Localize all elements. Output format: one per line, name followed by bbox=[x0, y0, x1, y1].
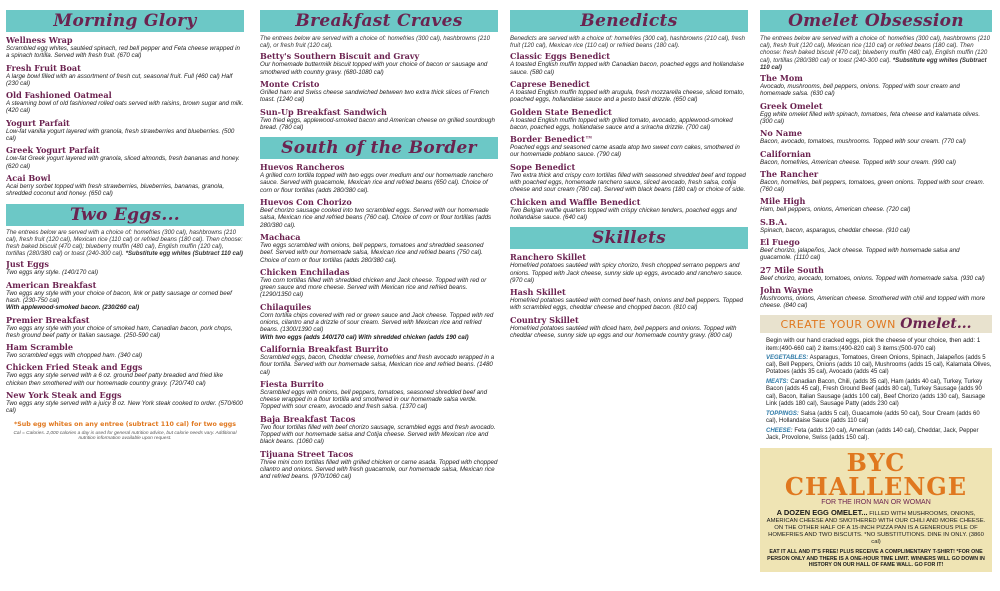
menu-item bbox=[510, 197, 748, 222]
intro-note: *Substitute egg whites (Subtract 110 cal) bbox=[125, 250, 243, 258]
item-desc: Scrambled eggs, bacon, Cheddar cheese, homefries and fresh avocado wrapped in a flour tortilla. Served with our homemade salsa, Mexican rice and refried beans. (1480 cal) bbox=[260, 353, 495, 376]
item-desc: Homefried potatoes sautéed with spicy chorizo, fresh chopped serrano peppers and onions. Topped with Jack cheese, sunny side up eggs, avocado and ranchero sauce. (970 cal) bbox=[510, 262, 743, 284]
group-label: VEGETABLES: bbox=[766, 355, 809, 362]
group-label: TOPPINGS: bbox=[766, 410, 799, 417]
menu-item bbox=[6, 90, 244, 115]
challenge-subtitle: FOR THE IRON MAN OR WOMAN bbox=[821, 499, 931, 507]
item-desc: Scrambled eggs with onions, bell peppers, tomatoes, seasoned shredded beef and cheese wrapped in a flour tortilla and smothered in our homemade salsa verde. Topped with sour cream, avocado and fresh salsa. (1370 cal) bbox=[260, 388, 488, 411]
group-label: CHEESE: bbox=[766, 427, 793, 434]
intro-note: *Substitute egg whites (Subtract 110 cal) bbox=[760, 56, 987, 71]
morning-glory-list bbox=[6, 35, 244, 198]
item-name: Tijuana Street Tacos bbox=[260, 448, 354, 459]
item-name: Old Fashioned Oatmeal bbox=[6, 90, 112, 101]
south-of-border-title: South of the Border bbox=[260, 137, 498, 159]
menu-item bbox=[760, 128, 992, 145]
breakfast-craves-list bbox=[260, 51, 498, 131]
item-desc: Grilled ham and Swiss cheese sandwiched between two extra thick slices of French toast. (1240 cal) bbox=[260, 89, 490, 104]
menu-item bbox=[260, 51, 498, 76]
item-desc: Homefried potatoes sautéed with diced ham, bell peppers and onions. Topped with cheddar cheese, sunny side up eggs and our homemade country gravy. (800 cal) bbox=[510, 324, 737, 340]
item-name: California Breakfast Burrito bbox=[260, 343, 389, 354]
byc-challenge-box bbox=[760, 448, 992, 572]
item-desc: Two scrambled eggs with chopped ham. (340 cal) bbox=[6, 352, 143, 360]
item-desc: Two eggs any style with your choice of bacon, link or patty sausage or corned beef hash. (230-750 cal) bbox=[6, 289, 232, 304]
meats-group bbox=[760, 379, 992, 407]
item-name: Monte Cristo bbox=[260, 79, 320, 89]
menu-item bbox=[260, 414, 498, 446]
item-name: Huevos Rancheros bbox=[260, 162, 345, 173]
item-name: Mile High bbox=[760, 196, 806, 207]
item-name: Sun-Up Breakfast Sandwich bbox=[260, 106, 387, 117]
item-desc: Two eggs scrambled with onions, bell peppers, tomatoes and shredded seasoned beef. Served with our homemade salsa, Mexican rice and refried beans (750 cal). Choice of corn or flour tortillas (adds 280/380 cal). bbox=[260, 241, 484, 264]
group-text: Canadian Bacon, Chili, (adds 35 cal), Ham (adds 40 cal), Turkey, Turkey Bacon (adds 45 cal), Fresh Ground Beef (adds 80 cal), Turkey Sausage (adds 90 cal), Bacon, Italian Sausage (adds 100 cal), Beef Chorizo (adds 130 cal), Sausage Link (adds 180 cal), Sausage Patty (adds 230 cal) bbox=[766, 379, 986, 407]
item-desc: Two extra thick and crispy corn tortillas filled with seasoned shredded beef and topped with poached eggs, homemade ranchero sauce, sliced avocado, fresh salsa, cotija cheese and sour cream (780 cal). Served with black beans (180 cal) or choice of side. bbox=[510, 171, 746, 194]
item-desc: Bacon, homefries, American cheese. Topped with sour cream. (990 cal) bbox=[760, 158, 956, 166]
item-name: American Breakfast bbox=[6, 279, 97, 290]
item-desc: Scrambled egg whites, sautéed spinach, red bell pepper and Feta cheese wrapped in a spinach tortilla. Served with fresh fruit. (670 cal) bbox=[6, 45, 240, 60]
item-name: No Name bbox=[760, 128, 802, 139]
south-of-border-list bbox=[260, 162, 498, 480]
item-desc: Two eggs any style with your choice of smoked ham, Canadian bacon, pork chops, fresh ground beef patty or Italian sausage. (250-590 cal) bbox=[6, 324, 233, 339]
breakfast-craves-title: Breakfast Craves bbox=[260, 10, 498, 32]
omelet-obsession-title: Omelet Obsession bbox=[760, 10, 992, 32]
group-label: MEATS: bbox=[766, 379, 789, 386]
menu-item bbox=[6, 342, 244, 359]
item-name: Huevos Con Chorizo bbox=[260, 197, 352, 208]
toppings-group bbox=[760, 411, 992, 425]
column-2 bbox=[260, 0, 498, 591]
item-name: Betty's Southern Biscuit and Gravy bbox=[260, 51, 420, 62]
menu-item bbox=[6, 390, 244, 415]
item-name: The Mom bbox=[760, 73, 803, 84]
benedicts-intro: Benedicts are served with a choice of: homefries (300 cal), hashbrowns (210 cal), fresh fruit (120 cal), Mexican rice (110 cal) or refried beans (180 cal). bbox=[510, 35, 746, 50]
menu-item bbox=[510, 287, 748, 312]
item-desc: A steaming bowl of old fashioned rolled oats served with raisins, brown sugar and milk. (420 cal) bbox=[6, 100, 244, 115]
menu-item bbox=[260, 379, 498, 411]
item-desc: Two eggs any style. (140/170 cal) bbox=[6, 269, 99, 277]
item-desc: Beef chorizo, jalapeños, Jack cheese. Topped with homemade salsa and guacamole. (1110 cal) bbox=[760, 246, 960, 262]
menu-item bbox=[760, 237, 992, 262]
challenge-lead: A DOZEN EGG OMELET... bbox=[776, 508, 868, 518]
omelet-intro bbox=[760, 35, 992, 71]
menu-item bbox=[260, 302, 498, 341]
item-name: New York Steak and Eggs bbox=[6, 390, 122, 401]
item-name: Machaca bbox=[260, 231, 301, 242]
menu-item bbox=[510, 134, 748, 159]
skillets-list bbox=[510, 252, 748, 339]
menu-item bbox=[760, 285, 992, 310]
item-name: 27 Mile South bbox=[760, 264, 824, 275]
menu-item bbox=[6, 362, 244, 387]
item-name: Just Eggs bbox=[6, 259, 49, 270]
item-name: Chicken Fried Steak and Eggs bbox=[6, 362, 143, 373]
item-name: The Rancher bbox=[760, 168, 819, 179]
menu-item bbox=[6, 173, 244, 198]
item-desc: Beef chorizo sausage cooked into two scrambled eggs. Served with our homemade salsa, Mexican rice and refried beans (760 cal). Choice of corn or flour tortillas (adds 280/380 cal). bbox=[260, 207, 492, 229]
item-extra: With two eggs (adds 140/170 cal) With shredded chicken (adds 190 cal) bbox=[260, 333, 469, 341]
menu-item bbox=[760, 217, 992, 234]
item-name: John Wayne bbox=[760, 284, 814, 295]
menu-item bbox=[510, 252, 748, 284]
challenge-title: BYC CHALLENGE bbox=[784, 448, 968, 502]
item-desc: Poached eggs and seasoned carne asada atop two sweet corn cakes, smothered in our homemade poblano sauce. (790 cal) bbox=[510, 144, 740, 159]
egg-white-note: *Sub egg whites on any entree (subtract 110 cal) for two eggs bbox=[13, 420, 236, 428]
menu-item bbox=[510, 315, 748, 340]
item-name: Border Benedict™ bbox=[510, 134, 593, 145]
item-name: Ranchero Skillet bbox=[510, 252, 587, 263]
menu-item bbox=[260, 162, 498, 194]
item-desc: Homefried potatoes sautéed with corned beef hash, onions and bell peppers. Topped with scrambled eggs, cheddar cheese and chopped bacon. (810 cal) bbox=[510, 297, 743, 312]
menu-item bbox=[260, 449, 498, 481]
benedicts-list bbox=[510, 51, 748, 221]
item-name: Acai Bowl bbox=[6, 172, 51, 183]
intro-text: The entrees below are served with a choice of: homefries (300 cal), hashbrowns (210 cal), fresh fruit (120 cal), Mexican rice (110 cal) or refried beans (180 cal). Then choose: fresh baked biscuit (470 cal); blueberry muffin (480 cal), English muffin (120 cal), tortillas (280/380 cal) or toast (240-300 cal). bbox=[6, 228, 243, 258]
item-desc: A large bowl filled with an assortment of fresh cut, seasonal fruit. Full (460 cal) Half (230 cal) bbox=[6, 72, 233, 87]
item-name: Caprese Benedict bbox=[510, 79, 590, 89]
menu-item bbox=[760, 101, 992, 126]
omelet-list bbox=[760, 73, 992, 309]
item-name: Hash Skillet bbox=[510, 287, 566, 298]
item-desc: Avocado, mushrooms, bell peppers, onions. Topped with sour cream and homemade salsa. (630 cal) bbox=[760, 83, 960, 98]
vegetables-group bbox=[760, 355, 992, 376]
create-your-own-text: CREATE YOUR OWN bbox=[780, 318, 896, 332]
menu-item bbox=[260, 267, 498, 299]
menu-item bbox=[760, 73, 992, 98]
create-your-own-title bbox=[760, 315, 992, 333]
menu-item bbox=[260, 232, 498, 264]
item-desc: A toasted English muffin topped with grilled tomato, avocado, applewood-smoked bacon, poached eggs, hollandaise sauce and a sriracha drizzle. (700 cal) bbox=[510, 116, 733, 131]
menu-item bbox=[510, 79, 748, 104]
skillets-title: Skillets bbox=[510, 227, 748, 249]
item-desc: A grilled corn tortilla topped with two eggs over medium and our homemade ranchero sauce. Served with guacamole, Mexican rice and refried beans (650 cal). Choice of corn or flour tortillas (adds 280/380 cal). bbox=[260, 172, 493, 194]
create-your-own-intro: Begin with our hand cracked eggs, pick the cheese of your choice, then add: 1 item:(490-660 cal) 2 items:(490-820 cal) 3 items:(500-970 cal) bbox=[766, 337, 981, 352]
menu-item bbox=[6, 145, 244, 170]
menu-item bbox=[260, 79, 498, 104]
item-desc: Egg white omelet filled with spinach, tomatoes, feta cheese and kalamata olives. (300 cal) bbox=[760, 110, 981, 125]
column-1 bbox=[6, 0, 244, 591]
item-name: S.B.A. bbox=[760, 216, 788, 227]
item-name: Chilaquiles bbox=[260, 301, 312, 312]
menu-item bbox=[6, 315, 244, 340]
item-desc: Mushrooms, onions, American cheese. Smothered with chili and topped with more cheese. (840 cal) bbox=[760, 294, 986, 310]
item-desc: Two eggs any style served with a 6 oz. ground beef patty breaded and fried like chicken then smothered with our homemade country gravy. (720/740 cal) bbox=[6, 372, 223, 387]
item-name: Chicken Enchiladas bbox=[260, 266, 350, 277]
item-desc: Beef chorizo, avocado, tomatoes, onions. Topped with homemade salsa. (930 cal) bbox=[760, 274, 985, 282]
item-desc: Our homemade buttermilk biscuit topped with your choice of bacon or sausage and smothered with country gravy. (680-1080 cal) bbox=[260, 61, 488, 76]
item-name: Sope Benedict bbox=[510, 161, 576, 172]
morning-glory-title: Morning Glory bbox=[6, 10, 244, 32]
two-eggs-title: Two Eggs... bbox=[6, 204, 244, 226]
calorie-footnote: Cal = Calories. 2,000 calories a day is used for general nutrition advice, but calorie needs vary. Additional nutrition information available upon request. bbox=[13, 430, 237, 442]
two-eggs-list bbox=[6, 259, 244, 414]
item-desc: Corn tortilla chips covered with red or green sauce and Jack cheese. Topped with red onions, cilantro and a drizzle of sour cream. Served with Mexican rice and refried beans. (1300/1390 cal) bbox=[260, 311, 494, 334]
item-desc: Spinach, bacon, asparagus, cheddar cheese. (910 cal) bbox=[760, 226, 910, 234]
breakfast-craves-intro: The entrees below are served with a choice of: homefries (300 cal), hashbrowns (210 cal), or fresh fruit (120 cal). bbox=[260, 35, 490, 50]
item-name: El Fuego bbox=[760, 236, 800, 247]
menu-item bbox=[6, 118, 244, 143]
menu-item bbox=[760, 169, 992, 194]
cheese-group bbox=[760, 428, 992, 442]
column-3 bbox=[510, 0, 748, 591]
item-desc: Low-fat vanilla yogurt layered with granola, fresh strawberries and blueberries. (500 cal) bbox=[6, 127, 235, 143]
menu-item bbox=[6, 63, 244, 88]
menu-item bbox=[260, 344, 498, 376]
item-name: Ham Scramble bbox=[6, 342, 74, 353]
item-name: Baja Breakfast Tacos bbox=[260, 413, 356, 424]
benedicts-title: Benedicts bbox=[510, 10, 748, 32]
item-name: Californian bbox=[760, 148, 812, 159]
two-eggs-intro bbox=[6, 229, 244, 258]
item-name: Country Skillet bbox=[510, 314, 579, 325]
item-desc: Two flour tortillas filled with beef chorizo sausage, scrambled eggs and fresh avocado. Topped with our homemade salsa and Cotija cheese. Served with Mexican rice and black beans. (1060 cal) bbox=[260, 423, 496, 446]
column-4 bbox=[760, 0, 992, 591]
challenge-desc: FILLED WITH MUSHROOMS, ONIONS, AMERICAN CHEESE AND SMOTHERED WITH OUR CHILI AND MORE CHEESE. ON THE OTHER HALF OF A 15-INCH PIZZA PAN IS A GENEROUS PILE OF HOMEFRIES AND TWO BISCUITS. *NO SUBSTITUTIONS. DINE IN ONLY. (3860 cal) bbox=[766, 511, 986, 546]
group-text: Salsa (adds 5 cal), Guacamole (adds 50 cal), Sour Cream (adds 60 cal), Hollandaise Sauce (adds 110 cal) bbox=[766, 410, 980, 424]
item-desc: Two fried eggs, applewood-smoked bacon and American cheese on grilled sourdough bread. (780 cal) bbox=[260, 116, 495, 131]
group-text: Feta (adds 120 cal), American (adds 140 cal), Cheddar, Jack, Pepper Jack, Provolone, Swiss (adds 150 cal). bbox=[766, 427, 979, 441]
menu-item bbox=[6, 280, 244, 312]
item-name: Fresh Fruit Boat bbox=[6, 62, 81, 73]
item-desc: Two corn tortillas filled with shredded chicken and Jack cheese. Topped with red or green sauce and more cheese. Served with Mexican rice and refried beans. (1290/1350 cal) bbox=[260, 276, 487, 299]
item-desc: Low-fat Greek yogurt layered with granola, sliced almonds, fresh bananas and honey. (620 cal) bbox=[6, 155, 240, 170]
item-extra: With applewood-smoked bacon. (230/260 cal) bbox=[6, 304, 140, 312]
menu-item bbox=[6, 259, 244, 276]
item-name: Premier Breakfast bbox=[6, 314, 90, 325]
challenge-body bbox=[764, 509, 988, 546]
menu-item bbox=[6, 35, 244, 60]
item-desc: Bacon, avocado, tomatoes, mushrooms. Topped with sour cream. (770 cal) bbox=[760, 138, 966, 146]
menu-item bbox=[760, 265, 992, 282]
item-name: Classic Eggs Benedict bbox=[510, 51, 610, 62]
item-desc: Two eggs any style served with a juicy 8 oz. New York steak cooked to order. (570/600 cal) bbox=[6, 400, 243, 415]
intro-text: The entrees below are served with a choice of: homefries (300 cal), hashbrowns (210 cal), fresh fruit (120 cal), Mexican rice (110 cal) or refried beans (180 cal). Then choose: fresh baked biscuit (470 cal); blueberry muffin (480 cal), English muffin (120 cal), tortillas (280/380 cal) or toast (240-300 cal). bbox=[760, 35, 990, 64]
menu-item bbox=[760, 149, 992, 166]
menu-item bbox=[260, 197, 498, 229]
item-name: Wellness Wrap bbox=[6, 35, 73, 45]
menu-item bbox=[510, 162, 748, 194]
item-name: Fiesta Burrito bbox=[260, 378, 324, 389]
menu-item bbox=[510, 51, 748, 76]
item-desc: A toasted English muffin topped with arugula, fresh mozzarella cheese, sliced tomato, poached eggs, hollandaise sauce and a pesto basil drizzle. (650 cal) bbox=[510, 89, 745, 104]
item-desc: Two Belgian waffle quarters topped with crispy chicken tenders, poached eggs and hollandaise sauce. (640 cal) bbox=[510, 206, 737, 221]
item-name: Golden State Benedict bbox=[510, 106, 612, 117]
item-desc: Ham, bell peppers, onions, American cheese. (720 cal) bbox=[760, 206, 911, 214]
item-name: Greek Omelet bbox=[760, 100, 823, 111]
group-text: Asparagus, Tomatoes, Green Onions, Spinach, Jalapeños (adds 5 cal), Bell Peppers, Onions (adds 10 cal), Mushrooms (adds 15 cal), Kalamata Olives, Potatoes (adds 35 cal), Avocado (adds 45 cal) bbox=[766, 355, 992, 376]
omelet-text: Omelet... bbox=[900, 316, 972, 333]
item-desc: Three mini corn tortillas filled with grilled chicken or carne asada. Topped with chopped cilantro and onions. Served with fresh guacamole, our homemade salsa, Mexican rice and refried beans. (970/1060 cal) bbox=[260, 458, 498, 481]
item-desc: A toasted English muffin topped with Canadian bacon, poached eggs and hollandaise sauce. (580 cal) bbox=[510, 61, 745, 76]
item-name: Chicken and Waffle Benedict bbox=[510, 196, 641, 207]
menu-item bbox=[260, 107, 498, 132]
item-name: Yogurt Parfait bbox=[6, 117, 70, 128]
challenge-rules: EAT IT ALL AND IT'S FREE! PLUS RECEIVE A COMPLIMENTARY T-SHIRT! *FOR ONE PERSON ONLY AND THERE IS A ONE-HOUR TIME LIMIT. WINNERS WILL GO DOWN IN HISTORY ON OUR HALL OF FAME WALL. GO FOR IT! bbox=[767, 549, 985, 568]
item-desc: Bacon, homefries, bell peppers, tomatoes, green onions. Topped with sour cream. (760 cal) bbox=[760, 178, 985, 194]
item-name: Greek Yogurt Parfait bbox=[6, 145, 100, 156]
item-desc: Acai berry sorbet topped with fresh strawberries, blueberries, bananas, granola, shredded coconut and honey. (650 cal) bbox=[6, 182, 225, 198]
menu-item bbox=[760, 196, 992, 213]
menu-item bbox=[510, 107, 748, 132]
